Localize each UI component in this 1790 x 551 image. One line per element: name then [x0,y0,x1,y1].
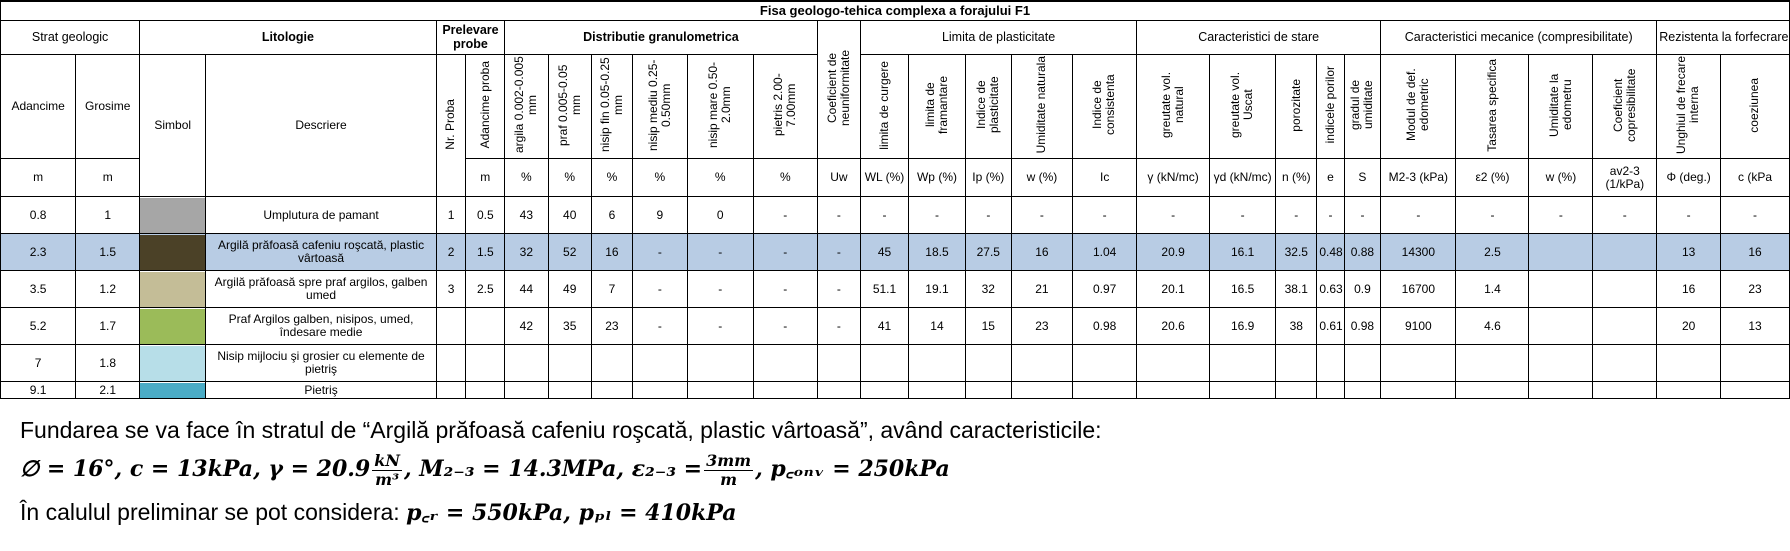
cell-gamma_d: 16.1 [1210,234,1276,271]
cell-w: 21 [1011,271,1073,308]
cell-argila: 32 [505,234,548,271]
header-nr-proba: Nr. Proba [436,55,466,197]
cell-s [1344,382,1381,399]
cell-uw: - [817,271,860,308]
cell-n: 32.5 [1276,234,1317,271]
cell-phi: 16 [1657,271,1721,308]
cell-uw: - [817,197,860,234]
cell-uw: - [817,308,860,345]
cell-adancime_proba [466,308,505,345]
note-line-2 [20,445,1760,493]
cell-wp [908,345,965,382]
cell-nisip_mare: 0 [687,197,753,234]
cell-c: 16 [1721,234,1790,271]
unit-cell: Wp (%) [908,159,965,197]
cell-gamma [1137,345,1210,382]
cell-pietris: - [753,197,817,234]
cell-grosime: 1.5 [76,234,140,271]
unit-cell: m [1,159,76,197]
cell-av [1593,345,1657,382]
note-line-2c: , p꜀ₒₙᵥ = 250kPa [755,456,950,482]
cell-av [1593,234,1657,271]
cell-descriere: Praf Argilos galben, nisipos, umed, îndesare medie [206,308,436,345]
cell-adancime_proba: 2.5 [466,271,505,308]
cell-adancime: 3.5 [1,271,76,308]
cell-ip [966,382,1012,399]
unit-cell: γ (kN/mc) [1137,159,1210,197]
unit-cell: % [753,159,817,197]
group-litologie: Litologie [140,21,437,55]
cell-w_ed [1529,234,1593,271]
cell-m23: 9100 [1381,308,1456,345]
cell-grosime: 1 [76,197,140,234]
cell-c: 23 [1721,271,1790,308]
cell-e: - [1317,197,1344,234]
cell-wl [861,345,909,382]
cell-pietris: - [753,271,817,308]
table-row [1,234,1790,271]
cell-n [1276,345,1317,382]
cell-wl: 41 [861,308,909,345]
group-prelevare: Prelevare probe [436,21,504,55]
lithology-symbol [140,197,206,234]
cell-nr: 1 [436,197,466,234]
cell-eps2 [1456,345,1529,382]
cell-w [1011,382,1073,399]
lithology-swatch [140,346,205,381]
header-tasarea: Tasarea specifica [1456,55,1529,159]
table-row [1,308,1790,345]
cell-eps2: 4.6 [1456,308,1529,345]
header-unghi-frecare: Unghiul de frecare interna [1657,55,1721,159]
cell-wp [908,382,965,399]
header-coef-neuniformitate: Coeficient de neuniformitate [817,21,860,159]
cell-nisip_mare: - [687,308,753,345]
cell-uw [817,345,860,382]
cell-wp: 19.1 [908,271,965,308]
cell-nisip_mare [687,382,753,399]
unit-cell: ε2 (%) [1456,159,1529,197]
cell-adancime_proba: 0.5 [466,197,505,234]
cell-ip [966,345,1012,382]
cell-descriere: Umplutura de pamant [206,197,436,234]
cell-nisip_mediu: - [632,234,687,271]
unit-cell: % [505,159,548,197]
cell-m23 [1381,345,1456,382]
header-grosime: Grosime [76,55,140,159]
cell-grosime: 2.1 [76,382,140,399]
unit-cell: S [1344,159,1381,197]
cell-pietris: - [753,308,817,345]
cell-praf: 52 [548,234,591,271]
cell-nr: 3 [436,271,466,308]
cell-grosime: 1.7 [76,308,140,345]
unit-cell: c (kPa [1721,159,1790,197]
cell-praf: 40 [548,197,591,234]
cell-ic [1073,345,1137,382]
cell-gamma [1137,382,1210,399]
cell-m23 [1381,382,1456,399]
header-nisip-mediu: nisip mediu 0.25-0.50mm [632,55,687,159]
header-adancime-proba: Adancime proba [466,55,505,159]
cell-wp: 14 [908,308,965,345]
note-line-2a: ∅ = 16°, c = 13kPa, γ = 20.9 [20,456,371,482]
cell-gamma_d [1210,382,1276,399]
cell-nisip_fin: 16 [591,234,632,271]
cell-nisip_mediu: - [632,308,687,345]
unit-cell: % [548,159,591,197]
cell-ic [1073,382,1137,399]
group-strat: Strat geologic [1,21,140,55]
cell-w: 23 [1011,308,1073,345]
cell-uw: - [817,234,860,271]
cell-w_ed: - [1529,197,1593,234]
cell-e [1317,382,1344,399]
sheet-title: Fisa geologo-tehica complexa a forajului F1 [1,1,1790,21]
cell-s: 0.88 [1344,234,1381,271]
cell-pietris [753,382,817,399]
cell-nisip_fin [591,345,632,382]
lithology-swatch [140,272,205,307]
header-limita-framantare: limita de framantare [908,55,965,159]
cell-praf [548,345,591,382]
header-indice-plasticitate: Indice de plasticitate [966,55,1012,159]
unit-cell: % [632,159,687,197]
cell-nr [436,308,466,345]
cell-wl: 45 [861,234,909,271]
cell-w: - [1011,197,1073,234]
cell-adancime_proba: 1.5 [466,234,505,271]
cell-c: 13 [1721,308,1790,345]
cell-argila [505,382,548,399]
cell-wl [861,382,909,399]
cell-eps2: - [1456,197,1529,234]
lithology-swatch [140,198,205,233]
cell-s: 0.9 [1344,271,1381,308]
cell-praf: 49 [548,271,591,308]
cell-argila: 42 [505,308,548,345]
cell-gamma: 20.6 [1137,308,1210,345]
cell-ic: - [1073,197,1137,234]
cell-argila: 44 [505,271,548,308]
header-nisip-mare: nisip mare 0.50-2.0mm [687,55,753,159]
cell-adancime: 2.3 [1,234,76,271]
cell-w_ed [1529,271,1593,308]
cell-w_ed [1529,345,1593,382]
cell-n: 38.1 [1276,271,1317,308]
cell-nisip_mare: - [687,271,753,308]
cell-argila: 43 [505,197,548,234]
group-rezistenta: Rezistenta la forfecrare [1657,21,1790,55]
unit-cell: WL (%) [861,159,909,197]
cell-s: - [1344,197,1381,234]
cell-av [1593,308,1657,345]
unit-cell: Uw [817,159,860,197]
cell-nisip_fin [591,382,632,399]
cell-c [1721,382,1790,399]
cell-w_ed [1529,382,1593,399]
header-adancime: Adancime [1,55,76,159]
cell-pietris: - [753,234,817,271]
unit-cell: av2-3 (1/kPa) [1593,159,1657,197]
cell-nisip_mare [687,345,753,382]
unit-cell: m [466,159,505,197]
fraction-kn-m3: $\frac{kN}{\text{m³}}$ [374,450,400,489]
unit-cell: e [1317,159,1344,197]
unit-cell: Φ (deg.) [1657,159,1721,197]
cell-uw [817,382,860,399]
header-descriere: Descriere [206,55,436,197]
lithology-swatch [140,309,205,344]
cell-ip: 15 [966,308,1012,345]
group-plasticitate: Limita de plasticitate [861,21,1137,55]
cell-praf [548,382,591,399]
header-praf: praf 0.005-0.05 mm [548,55,591,159]
cell-phi: 20 [1657,308,1721,345]
cell-nisip_mediu: 9 [632,197,687,234]
cell-adancime: 0.8 [1,197,76,234]
group-mecanice: Caracteristici mecanice (compresibilitate) [1381,21,1657,55]
cell-adancime_proba [466,345,505,382]
cell-praf: 35 [548,308,591,345]
cell-n [1276,382,1317,399]
cell-adancime: 9.1 [1,382,76,399]
cell-descriere: Pietriş [206,382,436,399]
cell-wp: - [908,197,965,234]
cell-e: 0.61 [1317,308,1344,345]
cell-gamma: 20.1 [1137,271,1210,308]
cell-c [1721,345,1790,382]
cell-nisip_fin: 6 [591,197,632,234]
header-modul-def: Modul de def. edometric [1381,55,1456,159]
unit-cell: w (%) [1529,159,1593,197]
cell-gamma_d: 16.9 [1210,308,1276,345]
cell-gamma_d: 16.5 [1210,271,1276,308]
table-row [1,197,1790,234]
header-indicele-porilor: indicele porilor [1317,55,1344,159]
unit-cell: M2-3 (kPa) [1381,159,1456,197]
table-row [1,271,1790,308]
cell-wl: - [861,197,909,234]
header-greutate-natural: greutate vol. natural [1137,55,1210,159]
note-line-3 [20,493,1760,532]
cell-nr [436,382,466,399]
cell-grosime: 1.2 [76,271,140,308]
cell-phi: 13 [1657,234,1721,271]
cell-gamma: 20.9 [1137,234,1210,271]
header-indice-consistenta: Indice de consistenta [1073,55,1137,159]
cell-descriere: Argilă prăfoasă cafeniu roşcată, plastic vârtoasă [206,234,436,271]
cell-av [1593,382,1657,399]
cell-adancime_proba [466,382,505,399]
cell-adancime: 7 [1,345,76,382]
lithology-swatch [140,383,205,398]
lithology-symbol [140,382,206,399]
unit-cell: n (%) [1276,159,1317,197]
cell-ic: 0.98 [1073,308,1137,345]
lithology-symbol [140,308,206,345]
table-row [1,382,1790,399]
cell-nisip_mediu [632,345,687,382]
cell-grosime: 1.8 [76,345,140,382]
lithology-symbol [140,345,206,382]
cell-phi [1657,345,1721,382]
cell-c: - [1721,197,1790,234]
cell-phi [1657,382,1721,399]
lithology-symbol [140,234,206,271]
cell-m23: - [1381,197,1456,234]
note-line-1: Fundarea se va face în stratul de “Argilă prăfoasă cafeniu roşcată, plastic vârtoasă”, având caracteristicile: [20,417,1102,443]
header-argila: argila 0.002-0.005 mm [505,55,548,159]
cell-descriere: Nisip mijlociu şi grosier cu elemente de pietriş [206,345,436,382]
cell-w_ed [1529,308,1593,345]
cell-ip: 32 [966,271,1012,308]
group-granulometrie: Distributie granulometrica [505,21,818,55]
cell-s: 0.98 [1344,308,1381,345]
unit-cell: % [591,159,632,197]
note-line-2b: , M₂₋₃ = 14.3MPa, ε₂₋₃ = [403,456,703,482]
header-umiditate-naturala: Umiditate naturala [1011,55,1073,159]
header-simbol: Simbol [140,55,206,197]
cell-adancime: 5.2 [1,308,76,345]
group-stare: Caracteristici de stare [1137,21,1381,55]
cell-descriere: Argilă prăfoasă spre praf argilos, galben umed [206,271,436,308]
cell-nisip_fin: 7 [591,271,632,308]
cell-e: 0.48 [1317,234,1344,271]
cell-ic: 1.04 [1073,234,1137,271]
cell-nisip_mare: - [687,234,753,271]
header-limita-curgere: limita de curgere [861,55,909,159]
header-greutate-uscat: greutate vol. Uscat [1210,55,1276,159]
note-line-3-math: p꜀ᵣ = 550kPa, pₚₗ = 410kPa [406,500,737,526]
header-pietris: pietris 2.00-7.00mm [753,55,817,159]
lithology-symbol [140,271,206,308]
cell-ip: - [966,197,1012,234]
cell-n: 38 [1276,308,1317,345]
note-line-3-text: În calulul preliminar se pot considera: [20,499,400,525]
unit-cell: m [76,159,140,197]
cell-eps2: 1.4 [1456,271,1529,308]
cell-m23: 14300 [1381,234,1456,271]
cell-m23: 16700 [1381,271,1456,308]
fraction-3mm-m: $\frac{3mm}{m}$ [706,450,752,489]
unit-cell: γd (kN/mc) [1210,159,1276,197]
foundation-notes [20,415,1760,532]
cell-w: 16 [1011,234,1073,271]
cell-gamma: - [1137,197,1210,234]
cell-phi: - [1657,197,1721,234]
cell-e: 0.63 [1317,271,1344,308]
cell-ip: 27.5 [966,234,1012,271]
cell-pietris [753,345,817,382]
cell-wl: 51.1 [861,271,909,308]
cell-n: - [1276,197,1317,234]
unit-cell: Ic [1073,159,1137,197]
cell-av [1593,271,1657,308]
cell-eps2: 2.5 [1456,234,1529,271]
cell-nisip_fin: 23 [591,308,632,345]
cell-nisip_mediu: - [632,271,687,308]
cell-w [1011,345,1073,382]
unit-cell: % [687,159,753,197]
cell-nr: 2 [436,234,466,271]
unit-cell: w (%) [1011,159,1073,197]
cell-gamma_d: - [1210,197,1276,234]
cell-eps2 [1456,382,1529,399]
cell-e [1317,345,1344,382]
unit-cell: Ip (%) [966,159,1012,197]
cell-nisip_mediu [632,382,687,399]
cell-wp: 18.5 [908,234,965,271]
cell-argila [505,345,548,382]
header-coeziunea: coeziunea [1721,55,1790,159]
header-umiditate-edometru: Umiditate la edometru [1529,55,1593,159]
header-nisip-fin: nisip fin 0.05-0.25 mm [591,55,632,159]
cell-ic: 0.97 [1073,271,1137,308]
header-porozitate: porozitate [1276,55,1317,159]
header-gradul-umiditate: gradul de umiditate [1344,55,1381,159]
header-coef-compresibilitate: Coeficient copresibilitate [1593,55,1657,159]
data-rows [1,197,1790,399]
cell-av: - [1593,197,1657,234]
cell-nr [436,345,466,382]
table-row [1,345,1790,382]
lithology-swatch [140,235,205,270]
cell-gamma_d [1210,345,1276,382]
cell-s [1344,345,1381,382]
